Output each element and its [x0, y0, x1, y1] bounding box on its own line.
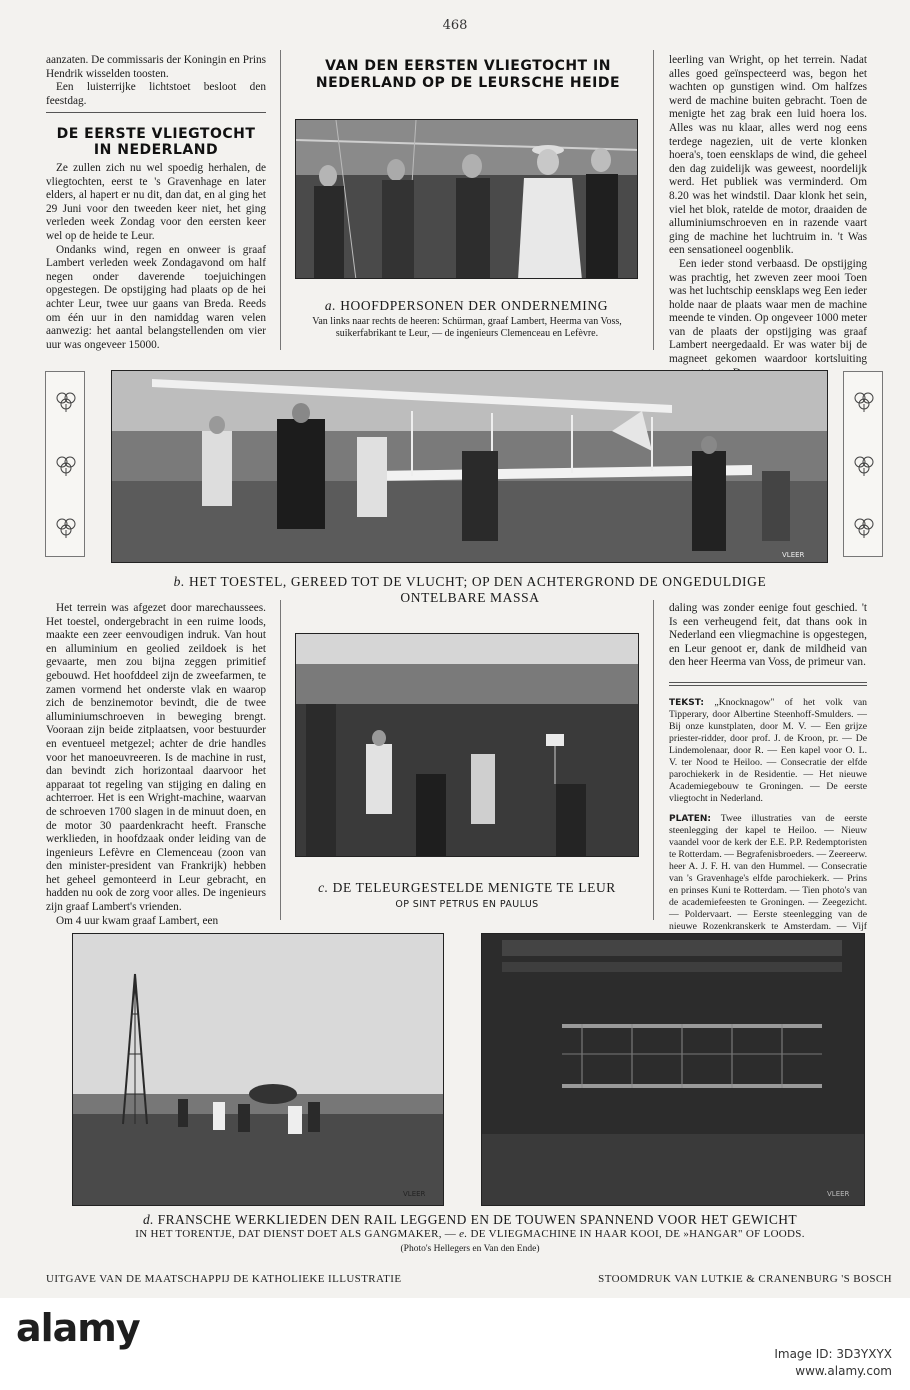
caption-b-letter: b. [173, 574, 185, 589]
photo-e-image [482, 934, 865, 1206]
article1-text [46, 162, 266, 352]
article1-paragraph-1: Ze zullen zich nu wel spoedig herhalen, de vliegtochten, eerst te 's Gravenhage en later elders, al hapert er nu dit, dan dat, en al ging het 29 Juni voor den tweeden keer niet, het ging verleden week Zondag voor den eersten keer wel op de heide te Leur. [46, 162, 266, 242]
left-mid-paragraph-2: Om 4 uur kwam graaf Lambert, een [56, 914, 219, 927]
article2-title: VAN DEN EERSTEN VLIEGTOCHT IN NEDERLAND OP DE LEURSCHE HEIDE [315, 58, 621, 91]
toc-tekst-items: „Knocknagow" of het volk van Tipperary, door Albertine Steenhoff-Smulders. — Bij onze kunstplaten, door M. V. — Een grijze priester-ridder, door prof. J. de Kroon, pr. — De Lindemolenaar, door R. — Een kapel voor O. L. V. ter Nood te Heiloo. — Consecratie der elfde parochiekerk in de Residentie. — Het nieuwe Academiegebouw te Groningen. — De eerste vliegtocht in Nederland. [669, 697, 868, 804]
column-rule [280, 600, 281, 920]
left-mid-text [46, 602, 266, 928]
caption-b-line1: HET TOESTEL, GEREED TOT DE VLUCHT; OP DEN ACHTERGROND DE ONGEDULDIGE [188, 574, 767, 589]
caption-d-letter: d. [142, 1212, 154, 1227]
right-top-paragraph-2: Een ieder stond verbaasd. De opstijging was prachtig, het zweven zeer mooi Toen was het luchtschip eensklaps weg Een ieder holde naar de plaats waar men de machine meende te vinden. Op ongeveer 1000 meter van de plaats der opstijging was graaf Lambert neergedaald. Er was water bij de magneet gekomen waardoor kortsluiting [669, 257, 867, 366]
photo-a-image [296, 120, 638, 279]
alamy-logo: alamy [16, 1306, 140, 1350]
toc-tekst-label: TEKST: [669, 698, 704, 708]
toc-platen-items: Twee illustraties van de eerste steenlegging der kapel te Heiloo. — Nieuw vaandel voor de kerk der E.E. P.P. Redemptoristen te Rotterdam. — Begrafenisbroeders. — Zeereerw. heer A. J. F. H. van den Hummel. — Consecratie van 's Gravenhage's elfde parochiekerk. — Prins en prinses Kuni te Rotterdam. — Tien photo's van de academiefeesten te Groningen. — Zeegezicht. — Poldervaart. — Eerste steenlegging van de nieuwe Rozenkranskerk te Amsterdam. — Vijf [669, 813, 867, 932]
photo-c-image [296, 634, 639, 857]
caption-a-sub: Van links naar rechts de heeren: Schürman, graaf Lambert, Heerma van Voss, suikerfabrikant te Leur, — de ingenieurs Clemenceau en Lefèvre. [312, 316, 622, 339]
photo-d-image [73, 934, 444, 1206]
toc-platen [669, 813, 867, 945]
divider [669, 682, 867, 683]
caption-d-text: FRANSCHE WERKLIEDEN DEN RAIL LEGGEND EN DE TOUWEN SPANNEND VOOR HET GEWICHT [157, 1212, 798, 1227]
clover-ornament-icon [55, 454, 77, 476]
divider [669, 685, 867, 686]
caption-e-letter: e. [459, 1228, 468, 1240]
alamy-meta [774, 1346, 892, 1380]
caption-b-line2: ONTELBARE MASSA [400, 590, 540, 605]
footer-publisher: UITGAVE VAN DE MAATSCHAPPIJ DE KATHOLIEKE ILLUSTRATIE [46, 1273, 402, 1285]
photo-signature: VLEER [782, 551, 805, 559]
caption-d-line1 [60, 1212, 880, 1228]
toc-tekst [669, 697, 867, 805]
ornament-left [45, 371, 85, 557]
photo-b-image [112, 371, 828, 563]
photo-b-toestel [111, 370, 828, 563]
column-rule [653, 600, 654, 920]
caption-a-letter: a. [324, 298, 337, 313]
ornament-right [843, 371, 883, 557]
footer-printer: STOOMDRUK VAN LUTKIE & CRANENBURG 'S BOSCH [598, 1273, 892, 1285]
article1-title: DE EERSTE VLIEGTOCHT IN NEDERLAND [56, 126, 256, 158]
photo-d-werklieden [72, 933, 444, 1206]
top-left-paragraph-2: Een luisterrijke lichtstoet besloot den feestdag. [46, 81, 266, 107]
table-of-contents [669, 697, 867, 945]
caption-de-line2 [60, 1228, 880, 1240]
article1-paragraph-2: Ondanks wind, regen en onweer is graaf Lambert verleden week Zondagavond om half negen onder daverende toejuichingen opgestegen. De opstijging had plaats op de hei achter Leur, twee uur gaans van Breda. Reeds om één uur in den namiddag waren velen aanwezig: het aantal belangstellenden om vier uur was ongeveer 15000. [46, 243, 266, 351]
divider [46, 112, 266, 113]
column-rule [280, 50, 281, 350]
photo-c-menigte [295, 633, 639, 857]
page-number: 468 [442, 18, 468, 33]
right-top-text [669, 54, 867, 380]
caption-c-title-line [295, 880, 639, 896]
clover-ornament-icon [55, 516, 77, 538]
top-left-paragraph: aanzaten. De commissaris der Koningin en Prins Hendrik wisselden toosten. [46, 54, 266, 80]
column-rule [653, 50, 654, 350]
top-left-text [46, 54, 266, 108]
caption-e-text: DE VLIEGMACHINE IN HAAR KOOI, DE »HANGAR" OF LOODS. [470, 1228, 805, 1240]
caption-d-continuation: IN HET TORENTJE, DAT DIENST DOET ALS GANGMAKER, — [135, 1228, 457, 1240]
photo-e-hangar [481, 933, 865, 1206]
clover-ornament-icon [853, 390, 875, 412]
clover-ornament-icon [853, 454, 875, 476]
right-top-paragraph: leerling van Wright, op het terrein. Nadat alles goed geïnspecteerd was, begon het wachten op gunstigen wind. Om halfzes werd de machine buiten gebracht. Toen de menigte het zag brak een luid hoera los. Alles was nu klaar, alles werd nog eens terdege nagezien, uit de verte klonken hoera's, toen eensklaps de wind, die geheel den dag zuidelijk was geweest, noordelijk werd. Het publiek was verminderd. Om 8.20 was het windstil. Daar klonk het sein, viel het blok, ratelde de motor, draaiden de alluminiumschroeven en in razende vaart ging de machine het luchtruim in. 't Was een sensationeel oogenblik. [669, 54, 867, 257]
caption-c-letter: c. [318, 880, 329, 895]
right-mid-text [669, 602, 867, 670]
alamy-url: www.alamy.com [795, 1364, 892, 1378]
photo-signature: VLEER [403, 1190, 426, 1198]
left-mid-paragraph: Het terrein was afgezet door marechaussees. Het toestel, ondergebracht in een ruime loods, maakte een zeer eenvoudigen indruk. Van hout en alluminium en geolied zeildoek is het gevaarte, men zou bijna zeggen primitief gebouwd. Het hoofddeel zijn de zweefarmen, te zamen vormend het onderste vlak en waarop zich de benzinemotor bevindt, die de twee alluminiumschroeven in beweging brengt. Vooraan zijn beide zitplaatsen, voor bestuurder en eventueel metgezel; achter de drie handles voor het manoeuvreeren. Is de machine in rust, dan bevindt zich horizontaal daarvoor het apparaat tot regeling van stijging en daling en achterroer. Het is een Wright-machine, waarvan de schroeven 1700 slagen in de minuut doen, en de motor 30 paardenkracht heeft. Fransche werklieden, in hoofdzaak onder leiding van de ingenieurs Lefèvre en Clemenceau (zoon van den minister-president van Frankrijk) hebben het geheel gemonteerd in Leur gebracht, en hadden nu ook de zorg voor alles. De ingenieurs zijn graaf Lambert's vrienden. [46, 602, 266, 914]
alamy-image-id: Image ID: 3D3YXYX [774, 1347, 892, 1361]
photo-a-hoofdpersonen [295, 119, 638, 279]
toc-platen-label: PLATEN: [669, 814, 712, 824]
photo-signature: VLEER [827, 1190, 850, 1198]
caption-a-title-line [295, 298, 638, 314]
caption-c-title: DE TELEURGESTELDE MENIGTE TE LEUR [332, 880, 616, 895]
clover-ornament-icon [55, 390, 77, 412]
clover-ornament-icon [853, 516, 875, 538]
right-mid-paragraph: daling was zonder eenige fout geschied. 't Is een verheugend feit, dat thans ook in Nederland een vliegmachine is opgestegen, en Leur genoot er, dank de mildheid van den heer Heerma van Voss, de primeur van. [669, 602, 867, 669]
caption-a-title: HOOFDPERSONEN DER ONDERNEMING [340, 298, 609, 313]
photo-credit: (Photo's Hellegers en Van den Ende) [400, 1244, 540, 1254]
caption-c-sub: OP SINT PETRUS EN PAULUS [395, 899, 539, 910]
